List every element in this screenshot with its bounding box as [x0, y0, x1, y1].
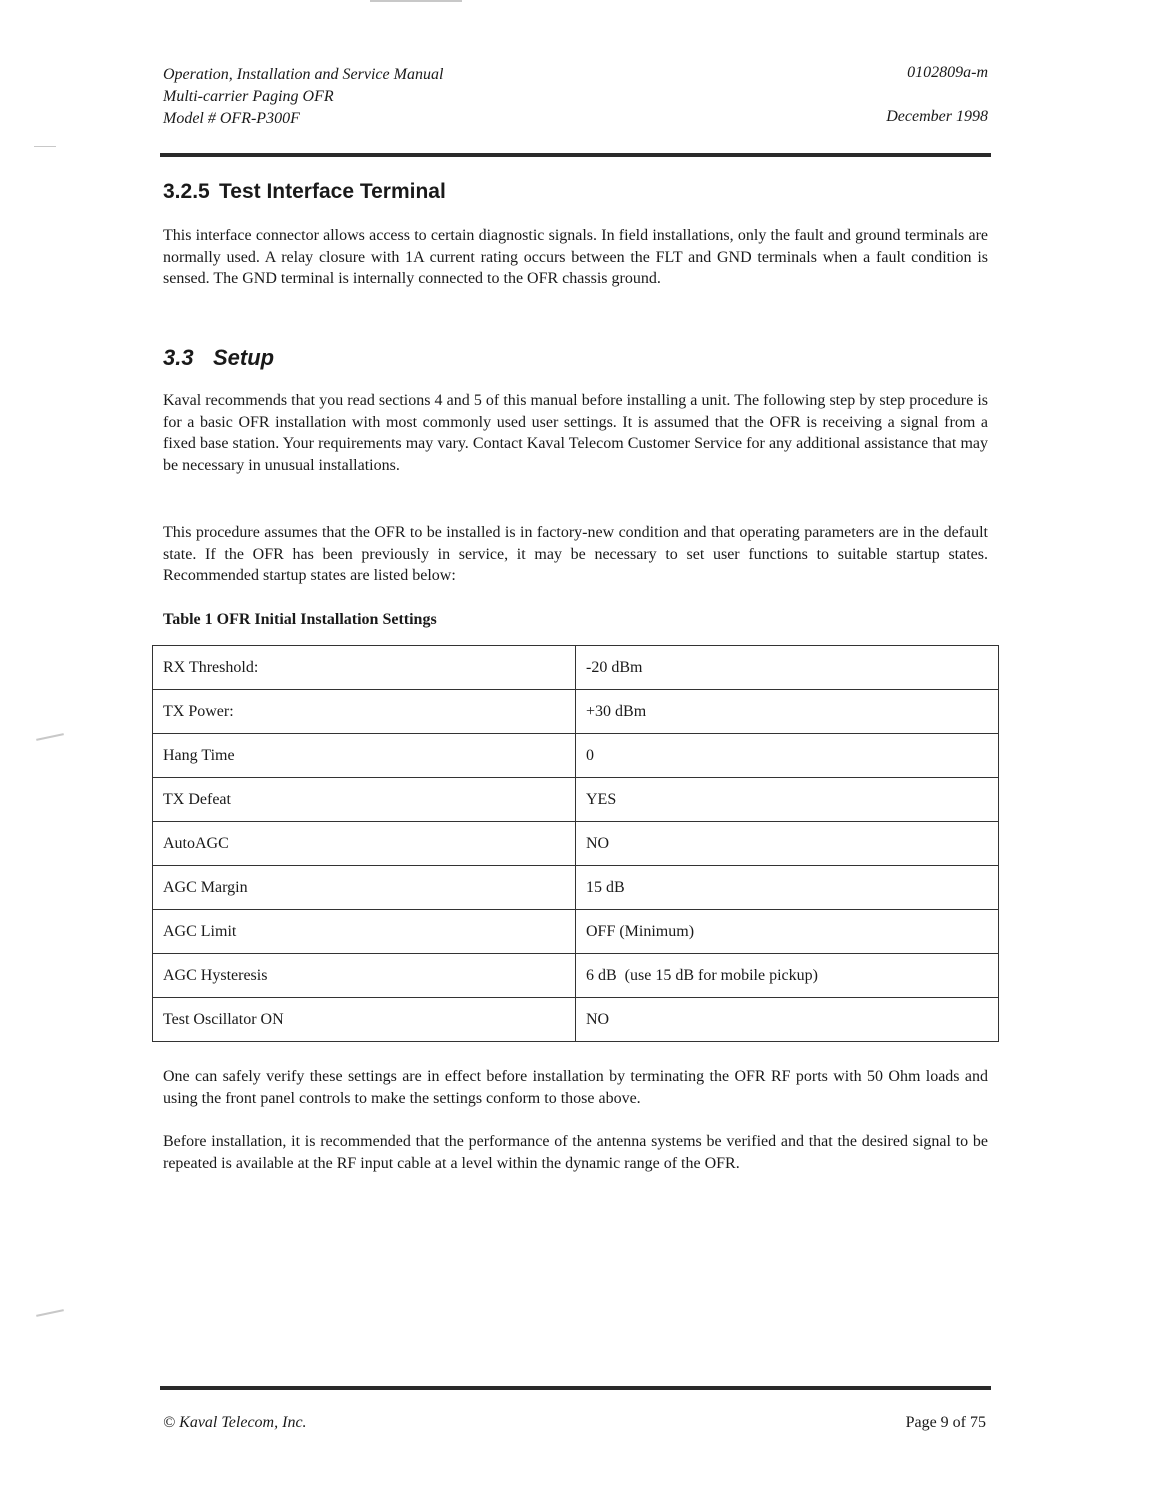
table-caption: Table 1 OFR Initial Installation Settings: [163, 611, 437, 628]
header-date: December 1998: [886, 108, 988, 125]
section-number: 3.3: [163, 345, 194, 370]
table-row: [153, 910, 999, 954]
table-row: [153, 954, 999, 998]
setting-name: TX Defeat: [153, 778, 576, 822]
header-left: [163, 64, 443, 130]
setting-name: AGC Margin: [153, 866, 576, 910]
setting-name: AGC Hysteresis: [153, 954, 576, 998]
setting-value: 15 dB: [576, 866, 999, 910]
table-row: [153, 646, 999, 690]
setting-name: TX Power:: [153, 690, 576, 734]
footer-divider: [160, 1386, 991, 1390]
table-row: [153, 866, 999, 910]
setting-value: +30 dBm: [576, 690, 999, 734]
section-heading-3-2-5: [163, 180, 446, 204]
table-row: [153, 690, 999, 734]
section-title: Setup: [213, 345, 275, 370]
paragraph-setup-assumptions: This procedure assumes that the OFR to be installed is in factory-new condition and that operating parameters are in the default state. If the OFR has been previously in service, it may be necessary to set user functions to suitable startup states. Recommended startup states are listed below:: [163, 524, 988, 584]
footer-copyright: © Kaval Telecom, Inc.: [163, 1414, 307, 1431]
scan-artifact-margin-3: [36, 1309, 64, 1317]
setting-name: Test Oscillator ON: [153, 998, 576, 1042]
scan-artifact-margin-2: [36, 733, 64, 741]
paragraph-verify-settings: One can safely verify these settings are in effect before installation by terminating the OFR RF ports with 50 Ohm loads and using the front panel controls to make the settings conform to those above.: [163, 1068, 988, 1107]
paragraph-setup-intro: Kaval recommends that you read sections 4 and 5 of this manual before installing a unit. The following step by step procedure is for a basic OFR installation with most commonly used user settings. It is assumed that the OFR is receiving a signal from a fixed base station. Your requirements may vary. Contact Kaval Telecom Customer Service for any additional assistance that may be necessary in unusual installations.: [163, 392, 988, 474]
paragraph-before-installation: Before installation, it is recommended that the performance of the antenna systems be verified and that the desired signal to be repeated is available at the RF input cable at a level within the dynamic range of the OFR.: [163, 1133, 988, 1172]
setting-name: AutoAGC: [153, 822, 576, 866]
table-row: [153, 778, 999, 822]
setting-name: AGC Limit: [153, 910, 576, 954]
setting-name: RX Threshold:: [153, 646, 576, 690]
header-product: Multi-carrier Paging OFR: [163, 88, 334, 105]
section-number: 3.2.5: [163, 180, 210, 203]
header-manual-title: Operation, Installation and Service Manual: [163, 66, 444, 83]
table-row: [153, 734, 999, 778]
setting-value: NO: [576, 998, 999, 1042]
scan-artifact-top: [370, 0, 462, 2]
table-row: [153, 998, 999, 1042]
scan-artifact-margin-1: [34, 146, 56, 147]
header-doc-number: 0102809a-m: [907, 64, 988, 81]
settings-table: [152, 645, 999, 1042]
setting-value: OFF (Minimum): [576, 910, 999, 954]
setting-value: 6 dB (use 15 dB for mobile pickup): [576, 954, 999, 998]
header-divider: [160, 153, 991, 157]
setting-value: NO: [576, 822, 999, 866]
setting-name: Hang Time: [153, 734, 576, 778]
footer-page-number: Page 9 of 75: [905, 1414, 986, 1431]
table-row: [153, 822, 999, 866]
header-model: Model # OFR-P300F: [163, 110, 300, 127]
section-title: Test Interface Terminal: [219, 180, 446, 203]
setting-value: -20 dBm: [576, 646, 999, 690]
setting-value: 0: [576, 734, 999, 778]
setting-value: YES: [576, 778, 999, 822]
section-heading-3-3: [163, 345, 274, 371]
paragraph-test-interface: This interface connector allows access to certain diagnostic signals. In field installations, only the fault and ground terminals are normally used. A relay closure with 1A current rating occurs between the FLT and GND terminals when a fault condition is sensed. The GND terminal is internally connected to the OFR chassis ground.: [163, 227, 988, 287]
